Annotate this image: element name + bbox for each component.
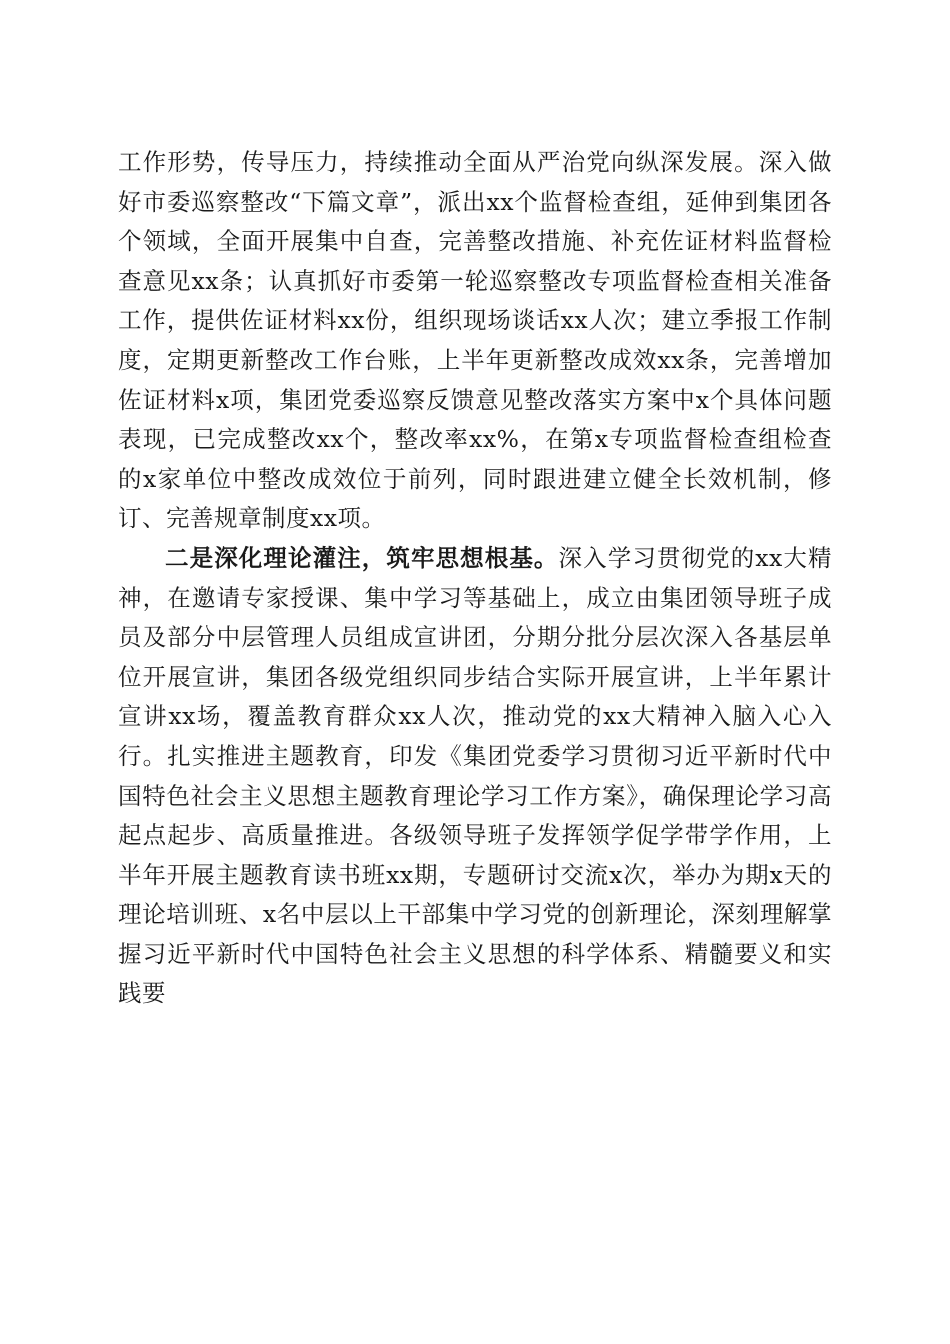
- paragraph-theory: [118, 539, 832, 1014]
- paragraph-text: 工作形势，传导压力，持续推动全面从严治党向纵深发展。深入做好市委巡察整改“下篇文章”，派出xx个监督检查组，延伸到集团各个领域，全面开展集中自查，完善整改措施、补充佐证材料监督检查意见xx条；认真抓好市委第一轮巡察整改专项监督检查相关准备工作，提供佐证材料xx份，组织现场谈话xx人次；建立季报工作制度，定期更新整改工作台账，上半年更新整改成效xx条，完善增加佐证材料x项，集团党委巡察反馈意见整改落实方案中x个具体问题表现，已完成整改xx个，整改率xx%，在第x专项监督检查组检查的x家单位中整改成效位于前列，同时跟进建立健全长效机制，修订、完善规章制度xx项。: [118, 148, 832, 533]
- paragraph-text: 深入学习贯彻党的xx大精神，在邀请专家授课、集中学习等基础上，成立由集团领导班子成员及部分中层管理人员组成宣讲团，分期分批分层次深入各基层单位开展宣讲，集团各级党组织同步结合实际开展宣讲，上半年累计宣讲xx场，覆盖教育群众xx人次，推动党的xx大精神入脑入心入行。扎实推进主题教育，印发《集团党委学习贯彻习近平新时代中国特色社会主义思想主题教育理论学习工作方案》，确保理论学习高起点起步、高质量推进。各级领导班子发挥领学促学带学作用，上半年开展主题教育读书班xx期，专题研讨交流x次，举办为期x天的理论培训班、x名中层以上干部集中学习党的创新理论，深刻理解掌握习近平新时代中国特色社会主义思想的科学体系、精髓要义和实践要: [118, 543, 832, 1008]
- paragraph-continuation: [118, 143, 832, 539]
- paragraph-lead-heading: 二是深化理论灌注，筑牢思想根基。: [165, 543, 559, 572]
